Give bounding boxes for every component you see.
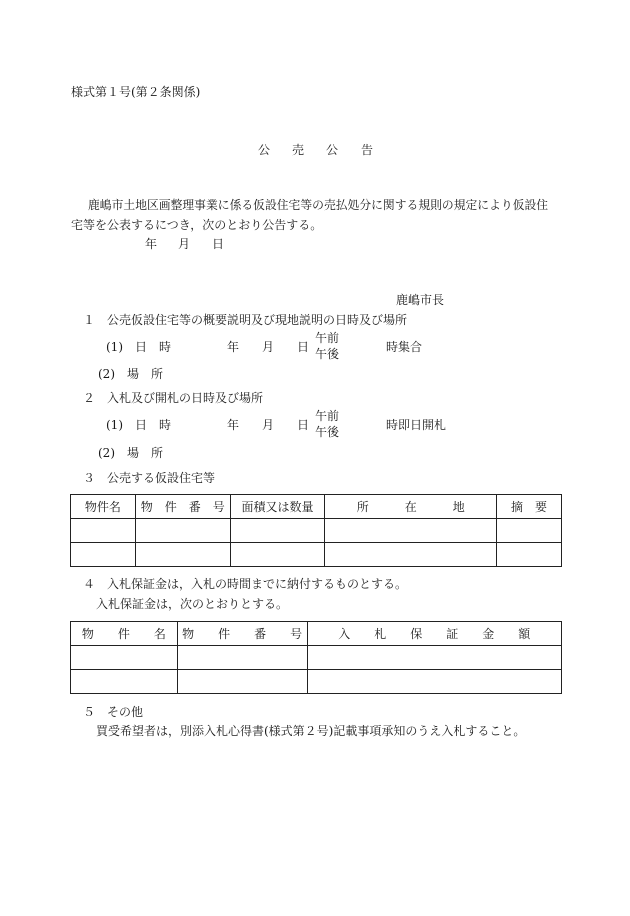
section1-place-label: (2) 場 所 bbox=[98, 367, 163, 381]
property-table-header: 所 在 地 bbox=[325, 495, 497, 519]
table-row bbox=[71, 670, 562, 694]
table-row bbox=[71, 543, 562, 567]
property-table-header: 摘 要 bbox=[497, 495, 562, 519]
section2-day: 日 bbox=[297, 418, 310, 432]
date-day: 日 bbox=[212, 237, 225, 251]
table-cell[interactable] bbox=[71, 543, 136, 567]
table-row bbox=[71, 519, 562, 543]
title-char-1: 公 bbox=[258, 143, 271, 157]
title-char-3: 公 bbox=[326, 143, 339, 157]
deposit-table-header: 入 札 保 証 金 額 bbox=[307, 622, 561, 646]
section1-month: 月 bbox=[262, 340, 275, 354]
section2-place-label: (2) 場 所 bbox=[98, 446, 163, 460]
deposit-table-header: 物 件 名 bbox=[71, 622, 178, 646]
section2-month: 月 bbox=[262, 418, 275, 432]
table-cell[interactable] bbox=[307, 646, 561, 670]
table-cell[interactable] bbox=[325, 543, 497, 567]
section1-heading: １ 公売仮設住宅等の概要説明及び現地説明の日時及び場所 bbox=[83, 313, 408, 327]
section5-body: 買受希望者は，別添入札心得書(様式第２号)記載事項承知のうえ入札すること。 bbox=[96, 724, 526, 738]
intro-line-2: 宅等を公表するにつき，次のとおり公告する。 bbox=[71, 218, 323, 232]
section2-heading: ２ 入札及び開札の日時及び場所 bbox=[83, 391, 264, 405]
title-char-2: 売 bbox=[292, 143, 305, 157]
table-row bbox=[71, 646, 562, 670]
table-cell[interactable] bbox=[135, 519, 230, 543]
section1-am: 午前 bbox=[315, 331, 340, 345]
title-char-4: 告 bbox=[361, 143, 374, 157]
section2-suffix: 時即日開札 bbox=[386, 418, 447, 432]
table-cell[interactable] bbox=[325, 519, 497, 543]
section5-heading: ５ その他 bbox=[83, 705, 144, 719]
table-cell[interactable] bbox=[71, 670, 178, 694]
section4-heading: ４ 入札保証金は，入札の時間までに納付するものとする。 bbox=[83, 577, 408, 591]
date-year: 年 bbox=[145, 237, 158, 251]
property-table-header-row bbox=[71, 495, 562, 519]
section3-heading: ３ 公売する仮設住宅等 bbox=[83, 471, 216, 485]
deposit-table-header: 物 件 番 号 bbox=[177, 622, 307, 646]
intro-line-1: 鹿嶋市土地区画整理事業に係る仮設住宅等の売払処分に関する規則の規定により仮設住 bbox=[88, 198, 549, 212]
section1-datetime-label: (1) 日 時 bbox=[106, 340, 171, 354]
issuer: 鹿嶋市長 bbox=[396, 293, 445, 307]
section2-datetime-label: (1) 日 時 bbox=[106, 418, 171, 432]
property-table-header: 物件名 bbox=[71, 495, 136, 519]
table-cell[interactable] bbox=[230, 543, 325, 567]
table-cell[interactable] bbox=[135, 543, 230, 567]
table-cell[interactable] bbox=[177, 646, 307, 670]
table-cell[interactable] bbox=[307, 670, 561, 694]
section1-day: 日 bbox=[297, 340, 310, 354]
section1-suffix: 時集合 bbox=[386, 340, 423, 354]
section2-pm: 午後 bbox=[315, 425, 340, 439]
table-cell[interactable] bbox=[497, 519, 562, 543]
table-cell[interactable] bbox=[177, 670, 307, 694]
deposit-table-header-row bbox=[71, 622, 562, 646]
section2-am: 午前 bbox=[315, 409, 340, 423]
property-table-header: 物 件 番 号 bbox=[135, 495, 230, 519]
deposit-table bbox=[70, 621, 562, 694]
section4-subline: 入札保証金は，次のとおりとする。 bbox=[96, 597, 289, 611]
section1-pm: 午後 bbox=[315, 347, 340, 361]
table-cell[interactable] bbox=[497, 543, 562, 567]
section2-year: 年 bbox=[227, 418, 240, 432]
date-month: 月 bbox=[178, 237, 191, 251]
property-table-header: 面積又は数量 bbox=[230, 495, 325, 519]
table-cell[interactable] bbox=[71, 646, 178, 670]
property-table bbox=[70, 494, 562, 567]
section1-year: 年 bbox=[227, 340, 240, 354]
form-label: 様式第１号(第２条関係) bbox=[71, 85, 201, 99]
table-cell[interactable] bbox=[71, 519, 136, 543]
table-cell[interactable] bbox=[230, 519, 325, 543]
